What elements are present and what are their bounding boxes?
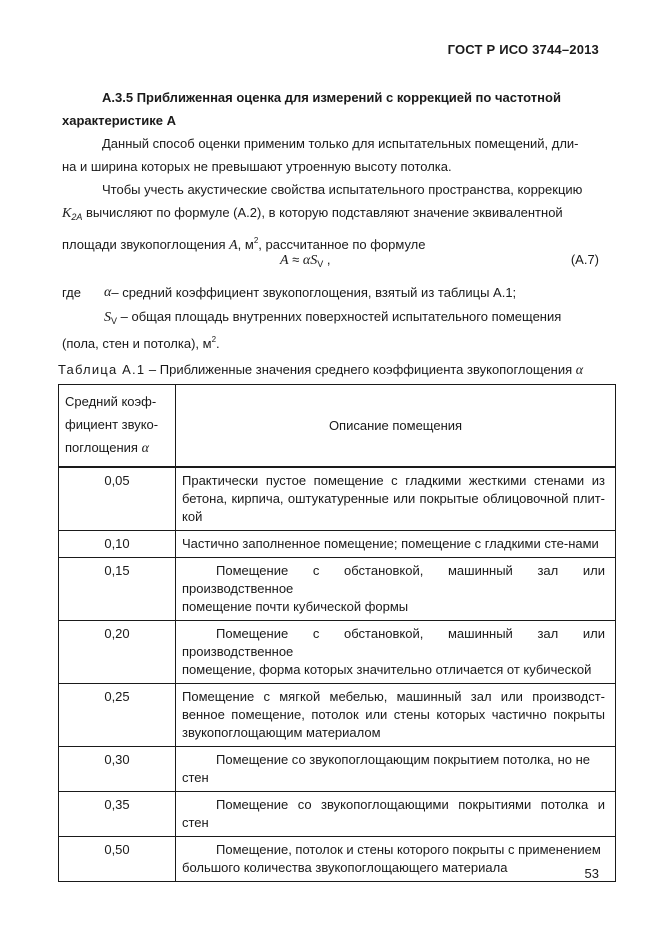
table-row (59, 621, 616, 684)
table-row (59, 531, 616, 558)
paragraph-2-line2 (62, 201, 598, 229)
where-alpha-row (62, 281, 598, 304)
where-s-text: – общая площадь внутренних поверхностей испытательного помещения (117, 309, 562, 324)
unit-superscript: 2 (253, 236, 259, 245)
symbol-a: A (229, 238, 238, 253)
paragraph-2-line3-b: , м (237, 237, 254, 252)
formula-operator: ≈ (288, 252, 303, 267)
row-value: 0,50 (59, 837, 176, 882)
row-value: 0,20 (59, 621, 176, 684)
row-value: 0,15 (59, 558, 176, 621)
row-value: 0,35 (59, 792, 176, 837)
formula-s: S (310, 253, 318, 268)
where-s-cont-text: (пола, стен и потолка), м (62, 336, 212, 351)
row-value: 0,25 (59, 684, 176, 747)
row-description (176, 558, 616, 621)
where-s-symbol: S (104, 310, 111, 325)
symbol-k: K (62, 206, 72, 221)
table-caption (58, 360, 603, 381)
paragraph-1-line1: Данный способ оценки применим только для испытательных помещений, дли- (102, 136, 579, 151)
where-s-continuation (62, 328, 598, 355)
formula-lhs: A (280, 253, 289, 268)
header-description: Описание помещения (176, 385, 616, 468)
row-description: Практически пустое помещение с гладкими жесткими стенами из бетона, кирпича, оштукатуренные или покрытые облицовочной плит-кой (176, 467, 616, 531)
section-heading (62, 86, 598, 132)
table-caption-label: Таблица А.1 (58, 362, 146, 377)
row-description: Частично заполненное помещение; помещение с гладкими сте-нами (176, 531, 616, 558)
page-number: 53 (584, 866, 599, 881)
section-heading-line1 (62, 86, 598, 109)
where-alpha-symbol: α (104, 285, 112, 300)
row-value: 0,05 (59, 467, 176, 531)
section-number: А.3.5 (102, 90, 134, 105)
row-description-line1: Помещение с обстановкой, машинный зал или производственное (182, 563, 605, 596)
table-row (59, 792, 616, 837)
symbol-k-subscript: 2A (71, 212, 83, 222)
row-value: 0,10 (59, 531, 176, 558)
paragraph-2-line1: Чтобы учесть акустические свойства испытательного пространства, коррекцию (102, 182, 583, 197)
row-description (176, 837, 616, 882)
header-coefficient-line2: фициент звуко- (65, 417, 159, 432)
where-s-cont-end: . (216, 336, 220, 351)
row-description (176, 792, 616, 837)
table-row (59, 467, 616, 531)
formula-alpha: α (302, 253, 311, 268)
table-header-row (59, 385, 616, 468)
formula-end: , (323, 252, 331, 267)
row-description-rest: помещение почти кубической формы (182, 599, 409, 614)
table-caption-alpha: α (575, 363, 584, 378)
header-coefficient-alpha: α (141, 441, 149, 456)
header-coefficient-line3-text: поглощения (65, 440, 142, 455)
standard-header: ГОСТ Р ИСО 3744–2013 (447, 42, 599, 57)
paragraph-2 (62, 178, 598, 257)
row-description-rest: стен (182, 770, 209, 785)
table-row (59, 684, 616, 747)
where-block (62, 281, 598, 304)
header-coefficient-line3 (65, 436, 169, 460)
row-description-rest: помещение, форма которых значительно отличается от кубической (182, 662, 592, 677)
row-description (176, 747, 616, 792)
paragraph-1-line2: на и ширина которых не превышают утроенную высоту потолка. (62, 159, 452, 174)
header-coefficient-line1: Средний коэф- (65, 394, 157, 409)
header-coefficient (59, 385, 176, 468)
table-row (59, 837, 616, 882)
paragraph-1 (62, 132, 598, 178)
table-row (59, 747, 616, 792)
row-description-rest: большого количества звукопоглощающего материала (182, 860, 508, 875)
paragraph-2-line2-text: вычисляют по формуле (А.2), в которую подставляют значение эквивалентной (82, 205, 563, 220)
table-caption-text: – Приближенные значения среднего коэффициента звукопоглощения (145, 362, 576, 377)
where-s-subscript: V (111, 316, 118, 326)
table-row (59, 558, 616, 621)
row-description (176, 621, 616, 684)
row-description-line1: Помещение со звукопоглощающим покрытием потолка, но не (216, 752, 591, 767)
section-title-line2: характеристике А (62, 113, 176, 128)
formula-s-subscript: V (317, 259, 324, 269)
section-title-line1: Приближенная оценка для измерений с коррекцией по частотной (136, 90, 561, 105)
paragraph-2-line3-a: площади звукопоглощения (62, 237, 230, 252)
row-description-line1: Помещение со звукопоглощающими покрытиями потолка и стен (182, 797, 605, 830)
formula-number: (А.7) (570, 252, 599, 267)
formula-a7 (280, 250, 331, 272)
where-s-cont-sup: 2 (211, 335, 217, 344)
row-value: 0,30 (59, 747, 176, 792)
row-description-line1: Помещение с обстановкой, машинный зал или производственное (182, 626, 605, 659)
row-description: Помещение с мягкой мебелью, машинный зал или производст-венное помещение, потолок или стены которых частично покрыты звукопоглощающим материалом (176, 684, 616, 747)
where-label: где (62, 285, 81, 300)
where-alpha-text: – средний коэффициент звукопоглощения, взятый из таблицы А.1; (111, 285, 517, 300)
paragraph-2-line3-c: , рассчитанное по формуле (258, 237, 426, 252)
row-description-line1: Помещение, потолок и стены которого покрыты с применением (216, 842, 601, 857)
absorption-table (58, 384, 616, 882)
